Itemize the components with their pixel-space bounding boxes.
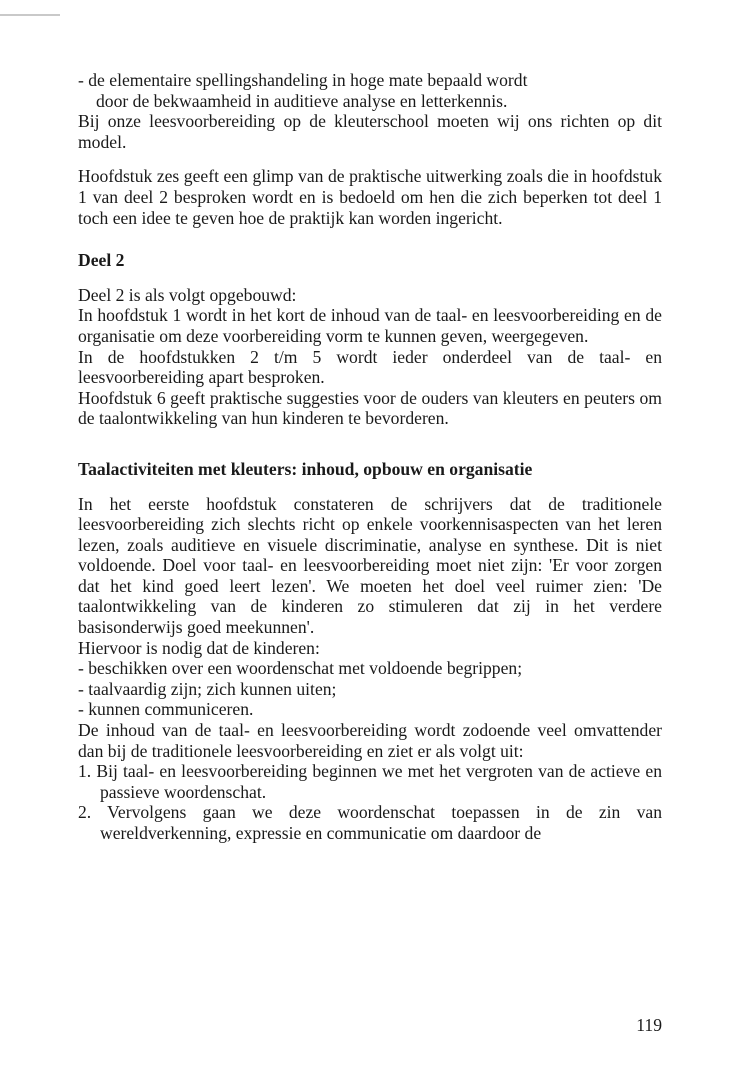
deel2-line-1: Deel 2 is als volgt opgebouwd: <box>78 284 297 305</box>
heading-taalactiviteiten: Taalactiviteiten met kleuters: inhoud, opbouw en organisatie <box>78 458 533 479</box>
deel2-line-4: Hoofdstuk 6 geeft praktische suggesties voor de ouders van kleuters en peuters om de taalontwikkeling van hun kinderen te bevorderen. <box>78 387 662 429</box>
intro-paragraph-1: Bij onze leesvoorbereiding op de kleuterschool moeten wij ons richten op dit model. <box>78 111 662 152</box>
intro-paragraph-2: Hoofdstuk zes geeft een glimp van de praktische uitwerking zoals die in hoofdstuk 1 van deel 2 besproken wordt en is bedoeld om hen die zich beperken tot deel 1 toch een idee te geven hoe de praktijk kan worden ingericht. <box>78 166 662 228</box>
top-edge-mark <box>0 14 60 16</box>
intro-dash-line-2: door de bekwaamheid in auditieve analyse en letterkennis. <box>96 90 508 111</box>
taal-paragraph-2: De inhoud van de taal- en leesvoorbereiding wordt zodoende veel omvattender dan bij de traditionele leesvoorbereiding en ziet er als volgt uit: <box>78 720 662 761</box>
heading-deel-2: Deel 2 <box>78 250 125 271</box>
page-number: 119 <box>636 1015 662 1035</box>
taal-paragraph-1: In het eerste hoofdstuk constateren de schrijvers dat de traditionele leesvoorbereiding zich slechts richt op enkele voorkennisaspecten van het leren lezen, zoals auditieve en visuele discriminatie, analyse en synthese. Dit is niet voldoende. Doel voor taal- en leesvoorbereiding moet niet zijn: 'Er voor zorgen dat het kind goed leert lezen'. We moeten het doel veel ruimer zien: 'De taalontwikkeling van de kinderen zo stimuleren dat zij in het verdere basisonderwijs goed meekunnen'. <box>78 493 662 638</box>
list-item: 2. Vervolgens gaan we deze woordenschat toepassen in de zin van wereldverkenning, expressie en communicatie om daardoor de <box>78 802 662 843</box>
list-item: - beschikken over een woordenschat met voldoende begrippen; <box>78 658 523 679</box>
taal-numbered-list <box>78 761 662 843</box>
deel2-line-3: In de hoofdstukken 2 t/m 5 wordt ieder onderdeel van de taal- en leesvoorbereiding apart besproken. <box>78 346 662 388</box>
list-item: - kunnen communiceren. <box>78 699 254 720</box>
list-item: 1. Bij taal- en leesvoorbereiding beginnen we met het vergroten van de actieve en passieve woordenschat. <box>78 761 662 802</box>
page-body <box>78 70 662 844</box>
list-item: - taalvaardig zijn; zich kunnen uiten; <box>78 678 337 699</box>
taal-lead-line: Hiervoor is nodig dat de kinderen: <box>78 637 320 658</box>
intro-dash-line-1: - de elementaire spellingshandeling in hoge mate bepaald wordt <box>78 70 528 90</box>
taal-bullet-list <box>78 658 662 720</box>
deel2-line-2: In hoofdstuk 1 wordt in het kort de inhoud van de taal- en leesvoorbereiding en de organisatie om deze voorbereiding vorm te kunnen geven, weergegeven. <box>78 305 662 346</box>
intro-dash-item <box>78 70 662 111</box>
